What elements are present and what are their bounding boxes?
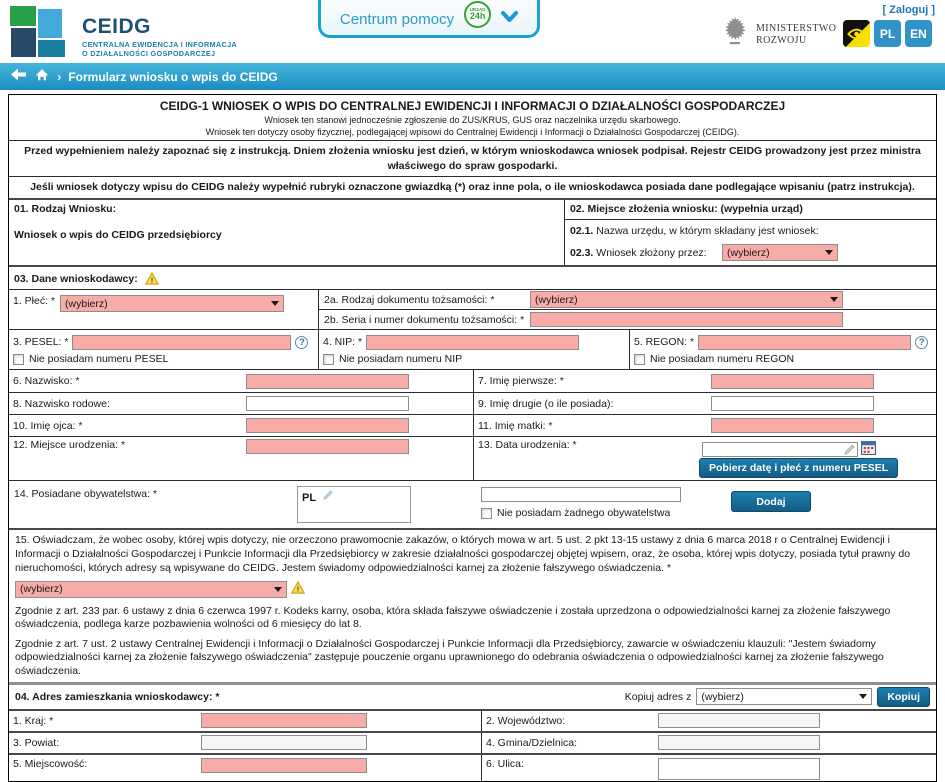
kraj-input[interactable]: [201, 713, 367, 728]
brand-name: CEIDG: [82, 15, 152, 38]
doc-number-label: 2b. Seria i numer dokumentu tożsamości: *: [324, 313, 525, 326]
imie-matki-input[interactable]: [711, 418, 874, 433]
miejscowosc-label: 5. Miejscowość:: [13, 757, 88, 770]
gmina-label: 4. Gmina/Dzielnica:: [486, 736, 578, 749]
notice-instruction: Przed wypełnieniem należy zapoznać się z instrukcją. Dniem złożenia wniosku jest dzień, w którym wnioskodawca wniosek podpisał. Rejestr CEIDG prowadzony jest przez ministra właściwego do spraw gospodarki.: [9, 140, 936, 176]
no-regon-checkbox[interactable]: [634, 354, 645, 365]
field-02-1-label: Nazwa urzędu, w którym składany jest wniosek:: [596, 225, 819, 238]
kopiuj-adres-select[interactable]: [696, 688, 872, 705]
ministry-block: [722, 16, 836, 53]
kodeks-karny-note: Zgodnie z art. 233 par. 6 ustawy z dnia 6 czerwca 1997 r. Kodeks karny, osoba, która składa fałszywe oświadczenie i została uprzedzona o odpowiedzialności karnej za złożenie fałszywego oświadczenia, podlega karze pozbawienia wolności od 6 miesięcy do lat 8.: [15, 604, 891, 631]
imie-pierwsze-input[interactable]: [711, 374, 874, 389]
breadcrumb-separator-icon: ›: [57, 69, 62, 84]
nazwisko-rodowe-label: 8. Nazwisko rodowe:: [13, 397, 110, 410]
data-urodzenia-label: 13. Data urodzenia: *: [478, 439, 577, 452]
nazwisko-input[interactable]: [246, 374, 409, 389]
row-urodzenie: [9, 436, 936, 480]
nip-input[interactable]: [366, 335, 579, 350]
row-nazwisko-imie: [9, 369, 936, 392]
doc-number-input[interactable]: [530, 312, 843, 327]
field-02-3-number: 02.3.: [570, 246, 594, 259]
no-pesel-label: Nie posiadam numeru PESEL: [29, 353, 169, 366]
section-02-header: 02. Miejsce złożenia wniosku: (wypełnia urząd): [565, 200, 936, 220]
ceidg-form: [8, 94, 937, 782]
help-center-label: Centrum pomocy: [339, 11, 455, 28]
urzad-24h-badge-icon: URZĄD 24h: [464, 1, 491, 28]
home-icon[interactable]: [34, 67, 50, 87]
no-citizenship-checkbox[interactable]: [481, 508, 492, 519]
plec-value: (wybierz): [65, 297, 108, 310]
ceidg-logo[interactable]: [8, 4, 237, 58]
svg-text:!: !: [296, 583, 300, 593]
dodaj-button[interactable]: Dodaj: [731, 491, 811, 512]
regon-input[interactable]: [698, 335, 911, 350]
regon-help-icon[interactable]: ?: [915, 336, 928, 349]
data-urodzenia-input[interactable]: [702, 442, 858, 457]
wniosek-rodzaj-value: Wniosek o wpis do CEIDG przedsiębiorcy: [14, 229, 222, 242]
kopiuj-adres-value: (wybierz): [701, 690, 744, 703]
doc-type-value: (wybierz): [535, 293, 578, 306]
ministry-line-2: ROZWOJU: [756, 34, 807, 46]
eagle-emblem-icon: [722, 16, 748, 53]
pesel-input[interactable]: [72, 335, 291, 350]
oswiadczenie-select[interactable]: [15, 581, 287, 598]
no-pesel-checkbox[interactable]: [13, 354, 24, 365]
plec-select[interactable]: [60, 295, 284, 312]
no-nip-label: Nie posiadam numeru NIP: [339, 353, 463, 366]
ministry-line-1: MINISTERSTWO: [756, 22, 837, 34]
miejscowosc-input[interactable]: [201, 758, 367, 773]
ulica-input[interactable]: [658, 758, 820, 780]
row-nazwisko-rodowe-imie-drugie: [9, 392, 936, 414]
section-03-header: 03. Dane wnioskodawcy:: [14, 273, 138, 286]
chevron-down-icon: [501, 10, 518, 28]
powiat-input[interactable]: [201, 735, 367, 750]
row-pesel-nip-regon: [9, 329, 936, 369]
field-02-1-number: 02.1.: [570, 225, 594, 238]
wniosek-zlozony-przez-select[interactable]: [722, 244, 838, 261]
warning-icon: [145, 272, 159, 288]
pesel-help-icon[interactable]: ?: [295, 336, 308, 349]
warning-icon: [291, 581, 305, 599]
nazwisko-label: 6. Nazwisko: *: [13, 375, 80, 388]
section-01: [9, 200, 565, 265]
brand-subtitle-1: CENTRALNA EWIDENCJA I INFORMACJA: [82, 40, 237, 49]
wniosek-zlozony-przez-value: (wybierz): [727, 246, 770, 259]
section-01-header: 01. Rodzaj Wniosku:: [14, 203, 117, 216]
nazwisko-rodowe-input[interactable]: [246, 396, 409, 411]
form-title-block: [9, 95, 936, 140]
obywatelstwa-label: 14. Posiadane obywatelstwa: *: [14, 488, 158, 501]
pencil-icon[interactable]: [322, 492, 334, 504]
obywatelstwo-value: PL: [302, 492, 316, 505]
row-miejscowosc-ulica: [9, 753, 936, 781]
form-subtitle-1: Wniosek ten stanowi jednocześnie zgłoszenie do ZUS/KRUS, GUS oraz naczelnika urzędu skarbowego.: [264, 115, 681, 125]
doc-type-label: 2a. Rodzaj dokumentu tożsamości: *: [324, 293, 495, 306]
svg-text:!: !: [150, 275, 153, 285]
section-04-header-row: [9, 682, 936, 709]
section-15: [9, 528, 936, 682]
form-title: CEIDG-1 WNIOSEK O WPIS DO CENTRALNEJ EWIDENCJI I INFORMACJI O DZIAŁALNOŚCI GOSPODARCZEJ: [159, 99, 786, 113]
obywatelstwa-list-box[interactable]: [297, 486, 411, 523]
imie-matki-label: 11. Imię matki: *: [478, 419, 553, 432]
field-02-3-label: Wniosek złożony przez:: [596, 246, 707, 259]
klauzula-note: Zgodnie z art. 7 ust. 2 ustawy Centralnej Ewidencji i Informacji o Działalności Gospodarczej i Punkcie Informacji dla Przedsiębiorcy, zawarcie w oświadczeniu klauzuli: "Jestem świadomy odpowiedzialności karnej za złożenie fałszywego oświadczenia" zastępuje pouczenie organu uprawnionego do odebrania oświadczenia o odpowiedzialności karnej za złożenie fałszywego oświadczenia.: [15, 637, 884, 678]
dropdown-arrow-icon: [271, 301, 279, 306]
section-02: [565, 200, 936, 265]
no-citizenship-label: Nie posiadam żadnego obywatelstwa: [497, 507, 671, 520]
dropdown-arrow-icon: [859, 694, 867, 699]
lang-pl-button[interactable]: PL: [874, 20, 901, 47]
row-plec-dokument: [9, 289, 936, 329]
plec-label: 1. Płeć: *: [13, 295, 56, 308]
section-04-header: 04. Adres zamieszkania wnioskodawcy: *: [15, 690, 220, 703]
lang-en-button[interactable]: EN: [905, 20, 932, 47]
calendar-icon[interactable]: [861, 440, 876, 458]
imie-ojca-label: 10. Imię ojca: *: [13, 419, 83, 432]
app-header: [0, 0, 945, 63]
dropdown-arrow-icon: [825, 250, 833, 255]
kraj-label: 1. Kraj: *: [13, 714, 54, 727]
wojewodztwo-input[interactable]: [658, 713, 820, 728]
section-01-02-row: [9, 198, 936, 265]
notice-required-fields: Jeśli wniosek dotyczy wpisu do CEIDG należy wypełnić rubryki oznaczone gwiazdką (*) oraz inne pola, o ile wnioskodawca posiada dane podlegające wpisaniu (patrz instrukcja).: [9, 176, 936, 198]
obywatelstwo-input[interactable]: [481, 487, 681, 502]
kopiuj-adres-label: Kopiuj adres z: [624, 690, 692, 703]
dropdown-arrow-icon: [830, 297, 838, 302]
imie-drugie-label: 9. Imię drugie (o ile posiada):: [478, 397, 614, 410]
form-subtitle-2: Wniosek ten dotyczy osoby fizycznej, podlegającej wpisowi do Centralnej Ewidencji i Informacji o Działalności Gospodarczej (CEIDG).: [205, 127, 740, 137]
gmina-input[interactable]: [658, 735, 820, 750]
miejsce-urodzenia-label: 12. Miejsce urodzenia: *: [13, 439, 126, 452]
no-regon-label: Nie posiadam numeru REGON: [650, 353, 795, 366]
imie-drugie-input[interactable]: [711, 396, 874, 411]
login-link[interactable]: [ Zaloguj ]: [882, 4, 935, 16]
wojewodztwo-label: 2. Województwo:: [486, 714, 566, 727]
row-kraj-wojewodztwo: [9, 709, 936, 731]
oswiadczenie-text: 15. Oświadczam, że wobec osoby, której wpis dotyczy, nie orzeczono prawomocnie zakazów, o których mowa w art. 5 ust. 2 pkt 13-15 ustawy z dnia 6 marca 2018 r o Centralnej Ewidencji i Informacji o Działalności Gospodarczej i Punkcie Informacji dla Przedsiębiorcy w zakresie działalności gospodarczej objętej wpisem, oraz, że osoba, której wpis dotyczy, posiada tytuł prawny do nieruchomości, których adresy są wpisywane do CEIDG. Jestem świadomy odpowiedzialności karnej za złożenie fałszywego oświadczenia. *: [15, 534, 911, 574]
help-center-button[interactable]: [318, 0, 540, 38]
ulica-label: 6. Ulica:: [486, 757, 524, 770]
back-icon[interactable]: [10, 67, 27, 87]
breadcrumb: [0, 63, 945, 90]
powiat-label: 3. Powiat:: [13, 736, 60, 749]
dropdown-arrow-icon: [274, 587, 282, 592]
imie-pierwsze-label: 7. Imię pierwsze: *: [478, 375, 564, 388]
doc-type-select[interactable]: [530, 291, 843, 308]
ceidg-logo-mark-icon: [8, 4, 70, 58]
breadcrumb-title: Formularz wniosku o wpis do CEIDG: [68, 69, 278, 84]
section-03-header-row: [9, 265, 936, 289]
pencil-icon: [843, 443, 856, 459]
pobierz-z-pesel-button[interactable]: Pobierz datę i płeć z numeru PESEL: [699, 458, 898, 478]
miejsce-urodzenia-input[interactable]: [246, 439, 409, 454]
brand-subtitle-2: O DZIAŁALNOŚCI GOSPODARCZEJ: [82, 49, 216, 59]
row-imie-ojca-matki: [9, 414, 936, 436]
nip-label: 4. NIP: *: [323, 336, 363, 349]
row-obywatelstwa: [9, 480, 936, 528]
no-nip-checkbox[interactable]: [323, 354, 334, 365]
pesel-label: 3. PESEL: *: [13, 336, 69, 349]
regon-label: 5. REGON: *: [634, 336, 695, 349]
oswiadczenie-select-value: (wybierz): [20, 582, 63, 595]
accessibility-icon[interactable]: [843, 20, 870, 47]
row-powiat-gmina: [9, 731, 936, 753]
imie-ojca-input[interactable]: [246, 418, 409, 433]
kopiuj-button[interactable]: Kopiuj: [877, 687, 930, 707]
